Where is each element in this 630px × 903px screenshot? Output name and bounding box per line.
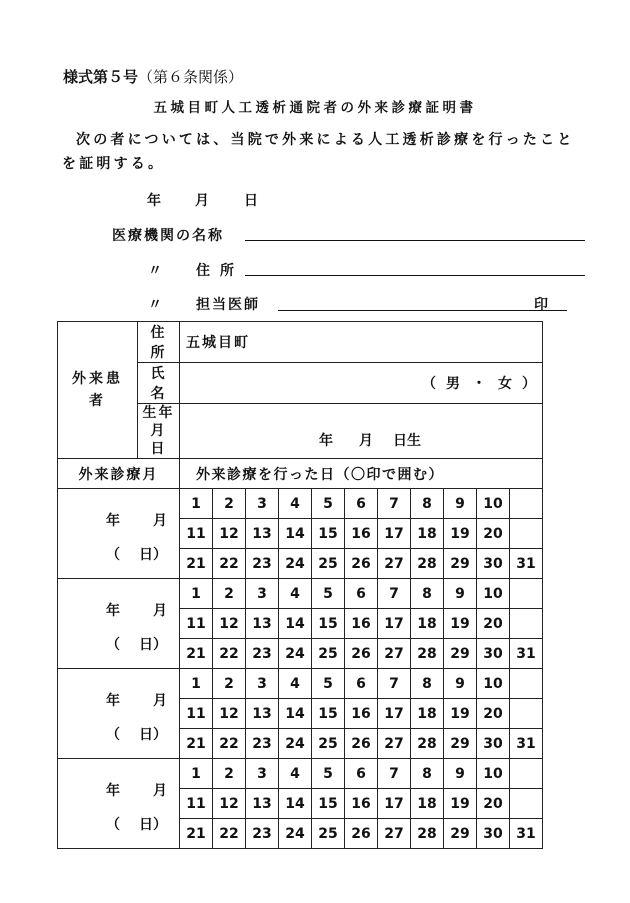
day-cell[interactable]: 9 bbox=[444, 489, 477, 519]
day-cell[interactable]: 17 bbox=[378, 699, 411, 729]
day-cell[interactable]: 6 bbox=[345, 669, 378, 699]
day-cell[interactable]: 15 bbox=[312, 699, 345, 729]
day-cell[interactable]: 6 bbox=[345, 489, 378, 519]
day-cell[interactable] bbox=[510, 759, 543, 789]
day-cell[interactable]: 8 bbox=[411, 759, 444, 789]
day-cell[interactable]: 7 bbox=[378, 489, 411, 519]
visit-block-1 bbox=[58, 489, 543, 579]
day-cell[interactable]: 13 bbox=[246, 789, 279, 819]
day-cell[interactable]: 5 bbox=[312, 489, 345, 519]
day-cell[interactable]: 29 bbox=[444, 639, 477, 669]
day-cell[interactable]: 31 bbox=[510, 639, 543, 669]
day-cell[interactable]: 30 bbox=[477, 549, 510, 579]
day-cell[interactable]: 19 bbox=[444, 519, 477, 549]
day-cell[interactable]: 20 bbox=[477, 519, 510, 549]
visit-block-2 bbox=[58, 579, 543, 669]
day-cell[interactable]: 1 bbox=[180, 489, 213, 519]
day-cell[interactable]: 22 bbox=[213, 549, 246, 579]
day-cell[interactable]: 21 bbox=[180, 549, 213, 579]
day-cell[interactable]: 11 bbox=[180, 789, 213, 819]
day-cell[interactable]: 10 bbox=[477, 669, 510, 699]
day-cell[interactable]: 12 bbox=[213, 789, 246, 819]
day-cell[interactable] bbox=[510, 789, 543, 819]
day-cell[interactable]: 30 bbox=[477, 639, 510, 669]
ditto-mark: 〃 bbox=[148, 297, 164, 313]
day-cell[interactable]: 7 bbox=[378, 579, 411, 609]
day-cell[interactable]: 2 bbox=[213, 489, 246, 519]
day-cell[interactable]: 9 bbox=[444, 579, 477, 609]
institution-address-label: 住所 bbox=[196, 263, 244, 279]
day-cell[interactable]: 31 bbox=[510, 729, 543, 759]
day-cell[interactable]: 2 bbox=[213, 759, 246, 789]
doctor-label: 担当医師 bbox=[196, 297, 260, 313]
day-cell[interactable]: 9 bbox=[444, 669, 477, 699]
day-cell[interactable]: 26 bbox=[345, 729, 378, 759]
day-cell[interactable]: 24 bbox=[279, 819, 312, 849]
day-cell[interactable]: 7 bbox=[378, 759, 411, 789]
day-cell[interactable]: 22 bbox=[213, 639, 246, 669]
day-cell[interactable]: 6 bbox=[345, 579, 378, 609]
day-cell[interactable] bbox=[510, 579, 543, 609]
day-cell[interactable]: 8 bbox=[411, 579, 444, 609]
day-cell[interactable]: 26 bbox=[345, 639, 378, 669]
day-cell[interactable]: 20 bbox=[477, 609, 510, 639]
day-cell[interactable]: 26 bbox=[345, 819, 378, 849]
visit-block-4 bbox=[58, 759, 543, 849]
certificate-table bbox=[57, 321, 543, 849]
institution-name-field[interactable] bbox=[245, 240, 585, 241]
day-cell[interactable]: 2 bbox=[213, 579, 246, 609]
day-cell[interactable]: 8 bbox=[411, 669, 444, 699]
day-cell[interactable]: 10 bbox=[477, 759, 510, 789]
day-cell[interactable]: 22 bbox=[213, 819, 246, 849]
day-cell[interactable]: 5 bbox=[312, 669, 345, 699]
day-cell[interactable]: 27 bbox=[378, 729, 411, 759]
day-cell[interactable]: 29 bbox=[444, 819, 477, 849]
day-cell[interactable]: 1 bbox=[180, 759, 213, 789]
day-cell[interactable]: 12 bbox=[213, 519, 246, 549]
day-cell[interactable] bbox=[510, 519, 543, 549]
day-cell[interactable]: 14 bbox=[279, 609, 312, 639]
day-cell[interactable]: 25 bbox=[312, 729, 345, 759]
day-cell[interactable]: 23 bbox=[246, 819, 279, 849]
day-cell[interactable]: 9 bbox=[444, 759, 477, 789]
day-cell[interactable]: 11 bbox=[180, 519, 213, 549]
patient-header: 外来患者 bbox=[58, 322, 138, 459]
visit-month-cell[interactable]: 年 月 （ 日） bbox=[58, 489, 180, 579]
sex-female-option[interactable]: 女 bbox=[498, 376, 512, 392]
day-cell[interactable]: 13 bbox=[246, 699, 279, 729]
form-article: （第６条関係） bbox=[138, 68, 244, 86]
day-cell[interactable]: 4 bbox=[279, 489, 312, 519]
patient-name-field[interactable]: （ 男 ・ 女 ） bbox=[180, 363, 543, 404]
day-cell[interactable]: 29 bbox=[444, 729, 477, 759]
day-cell[interactable]: 15 bbox=[312, 609, 345, 639]
day-cell[interactable]: 29 bbox=[444, 549, 477, 579]
day-cell[interactable]: 12 bbox=[213, 699, 246, 729]
certification-statement: 次の者については、当院で外来による人工透析診療を行ったことを証明する。 bbox=[62, 132, 575, 172]
day-cell[interactable] bbox=[510, 669, 543, 699]
institution-address-field[interactable] bbox=[245, 275, 585, 276]
day-cell[interactable]: 31 bbox=[510, 819, 543, 849]
day-cell[interactable]: 15 bbox=[312, 519, 345, 549]
day-cell[interactable]: 18 bbox=[411, 609, 444, 639]
day-cell[interactable]: 17 bbox=[378, 789, 411, 819]
visit-block-3 bbox=[58, 669, 543, 759]
visit-month-cell[interactable]: 年 月 （ 日） bbox=[58, 669, 180, 759]
day-cell[interactable] bbox=[510, 489, 543, 519]
day-cell[interactable]: 5 bbox=[312, 759, 345, 789]
day-cell[interactable]: 16 bbox=[345, 519, 378, 549]
day-cell[interactable]: 21 bbox=[180, 819, 213, 849]
day-cell[interactable]: 12 bbox=[213, 609, 246, 639]
day-cell[interactable]: 6 bbox=[345, 759, 378, 789]
day-cell[interactable]: 16 bbox=[345, 699, 378, 729]
day-cell[interactable]: 2 bbox=[213, 669, 246, 699]
day-cell[interactable]: 11 bbox=[180, 609, 213, 639]
day-cell[interactable]: 1 bbox=[180, 669, 213, 699]
day-cell[interactable]: 1 bbox=[180, 579, 213, 609]
day-cell[interactable]: 25 bbox=[312, 639, 345, 669]
day-cell[interactable]: 10 bbox=[477, 579, 510, 609]
visit-month-header: 外来診療月 bbox=[58, 459, 180, 489]
day-cell[interactable]: 15 bbox=[312, 789, 345, 819]
day-cell[interactable]: 28 bbox=[411, 549, 444, 579]
day-cell[interactable]: 18 bbox=[411, 519, 444, 549]
day-cell[interactable] bbox=[510, 609, 543, 639]
day-cell[interactable]: 3 bbox=[246, 579, 279, 609]
day-cell[interactable]: 13 bbox=[246, 609, 279, 639]
day-cell[interactable]: 30 bbox=[477, 729, 510, 759]
day-cell[interactable]: 27 bbox=[378, 819, 411, 849]
day-cell[interactable]: 3 bbox=[246, 489, 279, 519]
day-cell[interactable]: 17 bbox=[378, 609, 411, 639]
patient-address-field[interactable]: 五城目町 bbox=[180, 322, 543, 363]
sex-male-option[interactable]: 男 bbox=[446, 376, 460, 392]
day-cell[interactable]: 11 bbox=[180, 699, 213, 729]
visit-month-cell[interactable]: 年 月 （ 日） bbox=[58, 579, 180, 669]
day-cell[interactable]: 31 bbox=[510, 549, 543, 579]
birthdate-label: 生年月 日 bbox=[138, 404, 180, 459]
day-cell[interactable]: 23 bbox=[246, 639, 279, 669]
day-cell[interactable]: 25 bbox=[312, 549, 345, 579]
day-cell[interactable]: 24 bbox=[279, 549, 312, 579]
day-cell[interactable]: 27 bbox=[378, 639, 411, 669]
document-title: 五城目町人工透析通院者の外来診療証明書 bbox=[153, 100, 477, 116]
day-cell[interactable]: 3 bbox=[246, 759, 279, 789]
day-cell[interactable]: 28 bbox=[411, 729, 444, 759]
day-cell[interactable]: 18 bbox=[411, 789, 444, 819]
ditto-mark: 〃 bbox=[148, 263, 164, 279]
birthdate-field[interactable]: 年 月 日生 bbox=[180, 404, 543, 459]
day-cell[interactable]: 5 bbox=[312, 579, 345, 609]
day-cell[interactable]: 14 bbox=[279, 699, 312, 729]
day-cell[interactable]: 24 bbox=[279, 639, 312, 669]
day-cell[interactable]: 21 bbox=[180, 639, 213, 669]
day-cell[interactable]: 18 bbox=[411, 699, 444, 729]
day-cell[interactable]: 4 bbox=[279, 669, 312, 699]
day-cell[interactable]: 27 bbox=[378, 549, 411, 579]
form-number: 様式第５号（第６条関係） bbox=[63, 68, 244, 86]
day-cell[interactable]: 19 bbox=[444, 609, 477, 639]
day-cell[interactable]: 7 bbox=[378, 669, 411, 699]
day-cell[interactable]: 23 bbox=[246, 729, 279, 759]
visit-month-cell[interactable]: 年 月 （ 日） bbox=[58, 759, 180, 849]
issue-month-label: 月 bbox=[195, 193, 209, 209]
day-cell[interactable]: 25 bbox=[312, 819, 345, 849]
day-cell[interactable]: 3 bbox=[246, 669, 279, 699]
day-cell[interactable]: 22 bbox=[213, 729, 246, 759]
day-cell[interactable]: 4 bbox=[279, 579, 312, 609]
day-cell[interactable]: 14 bbox=[279, 789, 312, 819]
day-cell[interactable]: 10 bbox=[477, 489, 510, 519]
day-cell[interactable]: 17 bbox=[378, 519, 411, 549]
visit-days-header: 外来診療を行った日（〇印で囲む） bbox=[180, 459, 543, 489]
institution-name-label: 医療機関の名称 bbox=[112, 228, 224, 244]
day-cell[interactable]: 24 bbox=[279, 729, 312, 759]
doctor-name-field[interactable] bbox=[278, 310, 567, 311]
day-cell[interactable]: 4 bbox=[279, 759, 312, 789]
patient-address-label: 住 所 bbox=[138, 322, 180, 363]
patient-name-label: 氏 名 bbox=[138, 363, 180, 404]
day-cell[interactable]: 20 bbox=[477, 789, 510, 819]
day-cell[interactable]: 19 bbox=[444, 699, 477, 729]
day-cell[interactable]: 23 bbox=[246, 549, 279, 579]
day-cell[interactable]: 28 bbox=[411, 819, 444, 849]
day-cell[interactable]: 20 bbox=[477, 699, 510, 729]
day-cell[interactable]: 8 bbox=[411, 489, 444, 519]
day-cell[interactable]: 30 bbox=[477, 819, 510, 849]
issue-day-label: 日 bbox=[244, 193, 258, 209]
day-cell[interactable]: 14 bbox=[279, 519, 312, 549]
day-cell[interactable]: 13 bbox=[246, 519, 279, 549]
issue-year-label: 年 bbox=[147, 193, 161, 209]
day-cell[interactable]: 16 bbox=[345, 789, 378, 819]
day-cell[interactable]: 26 bbox=[345, 549, 378, 579]
day-cell[interactable] bbox=[510, 699, 543, 729]
day-cell[interactable]: 16 bbox=[345, 609, 378, 639]
day-cell[interactable]: 28 bbox=[411, 639, 444, 669]
day-cell[interactable]: 21 bbox=[180, 729, 213, 759]
seal-mark: 印 bbox=[534, 297, 550, 313]
day-cell[interactable]: 19 bbox=[444, 789, 477, 819]
